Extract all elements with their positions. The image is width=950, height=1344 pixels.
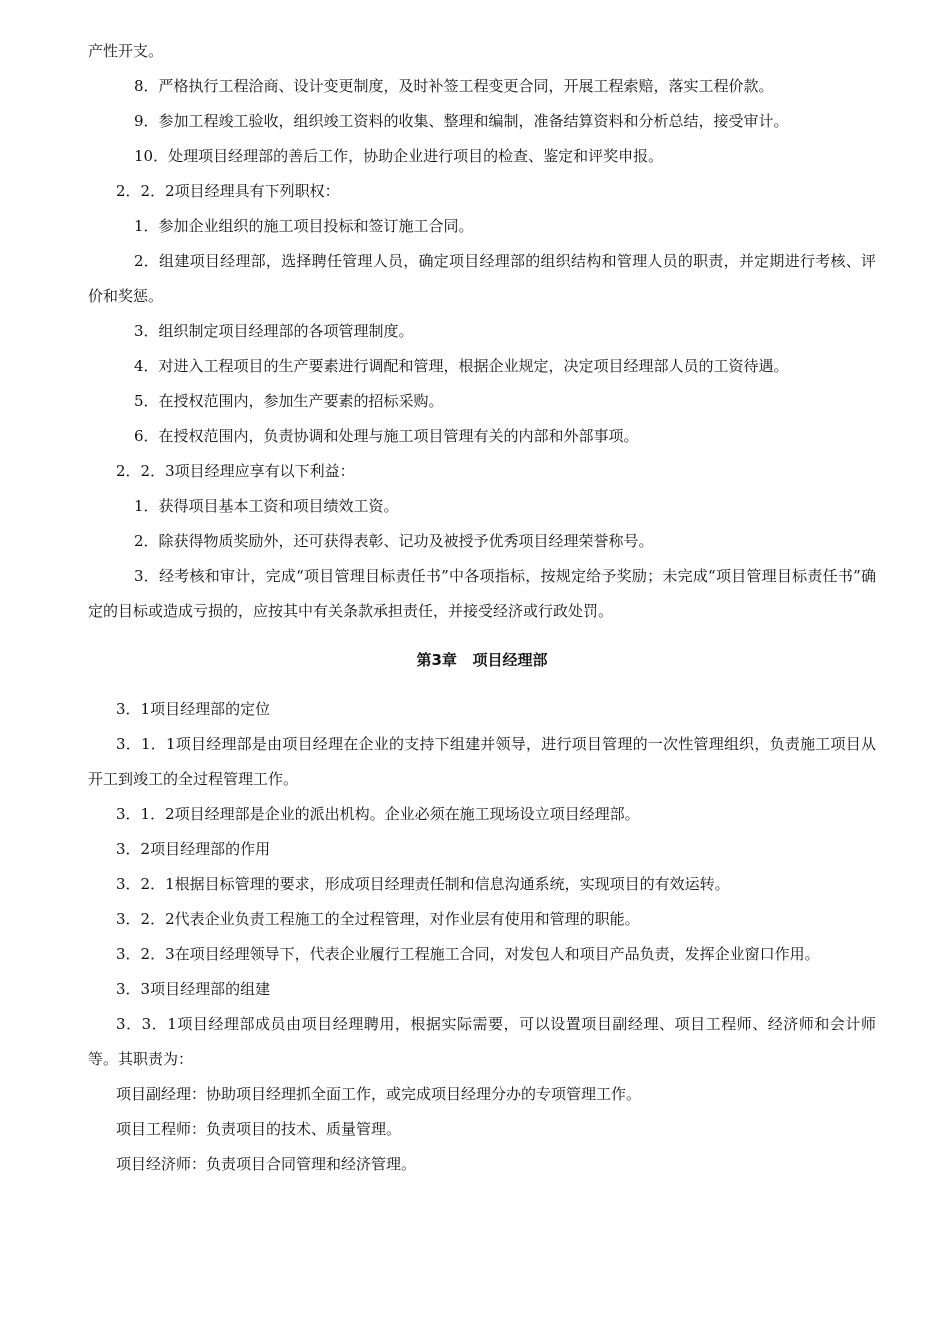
paragraph: 3．1．1项目经理部是由项目经理在企业的支持下组建并领导，进行项目管理的一次性管理组织，负责施工项目从开工到竣工的全过程管理工作。	[88, 735, 876, 788]
document-page	[88, 34, 876, 1182]
list-item: 2．除获得物质奖励外，还可获得表彰、记功及被授予优秀项目经理荣誉称号。	[134, 532, 654, 550]
list-item: 3．组织制定项目经理部的各项管理制度。	[134, 322, 414, 340]
list-item: 1．参加企业组织的施工项目投标和签订施工合同。	[134, 217, 474, 235]
paragraph: 3．1．2项目经理部是企业的派出机构。企业必须在施工现场设立项目经理部。	[116, 805, 640, 823]
list-item: 9．参加工程竣工验收，组织竣工资料的收集、整理和编制，准备结算资料和分析总结，接受审计。	[134, 112, 789, 130]
section-heading: 2．2．2项目经理具有下列职权：	[116, 182, 340, 200]
paragraph: 项目副经理：协助项目经理抓全面工作，或完成项目经理分办的专项管理工作。	[116, 1085, 642, 1103]
list-item: 2．组建项目经理部，选择聘任管理人员，确定项目经理部的组织结构和管理人员的职责，并定期进行考核、评价和奖惩。	[88, 252, 876, 305]
paragraph: 3．2．1根据目标管理的要求，形成项目经理责任制和信息沟通系统，实现项目的有效运转。	[116, 875, 730, 893]
section-heading: 3．1项目经理部的定位	[116, 700, 271, 718]
list-item: 1．获得项目基本工资和项目绩效工资。	[134, 497, 399, 515]
chapter-heading: 第3章 项目经理部	[416, 651, 548, 669]
list-item: 6．在授权范围内，负责协调和处理与施工项目管理有关的内部和外部事项。	[134, 427, 639, 445]
paragraph: 3．2．3在项目经理领导下，代表企业履行工程施工合同，对发包人和项目产品负责，发挥企业窗口作用。	[116, 945, 820, 963]
list-item: 8．严格执行工程洽商、设计变更制度，及时补签工程变更合同，开展工程索赔，落实工程价款。	[134, 77, 774, 95]
paragraph: 项目经济师：负责项目合同管理和经济管理。	[116, 1155, 417, 1173]
list-item: 3．经考核和审计，完成“项目管理目标责任书”中各项指标，按规定给予奖励；未完成“项目管理目标责任书”确定的目标或造成亏损的，应按其中有关条款承担责任，并接受经济或行政处罚。	[88, 567, 876, 620]
section-heading: 3．2项目经理部的作用	[116, 840, 271, 858]
section-heading: 2．2．3项目经理应享有以下利益：	[116, 462, 355, 480]
list-item: 5．在授权范围内，参加生产要素的招标采购。	[134, 392, 444, 410]
paragraph: 产性开支。	[88, 42, 164, 60]
paragraph: 项目工程师：负责项目的技术、质量管理。	[116, 1120, 402, 1138]
paragraph: 3．3．1项目经理部成员由项目经理聘用，根据实际需要，可以设置项目副经理、项目工程师、经济师和会计师等。其职责为：	[88, 1015, 876, 1068]
list-item: 10．处理项目经理部的善后工作，协助企业进行项目的检查、鉴定和评奖申报。	[134, 147, 664, 165]
section-heading: 3．3项目经理部的组建	[116, 980, 271, 998]
list-item: 4．对进入工程项目的生产要素进行调配和管理，根据企业规定，决定项目经理部人员的工资待遇。	[134, 357, 789, 375]
paragraph: 3．2．2代表企业负责工程施工的全过程管理，对作业层有使用和管理的职能。	[116, 910, 640, 928]
